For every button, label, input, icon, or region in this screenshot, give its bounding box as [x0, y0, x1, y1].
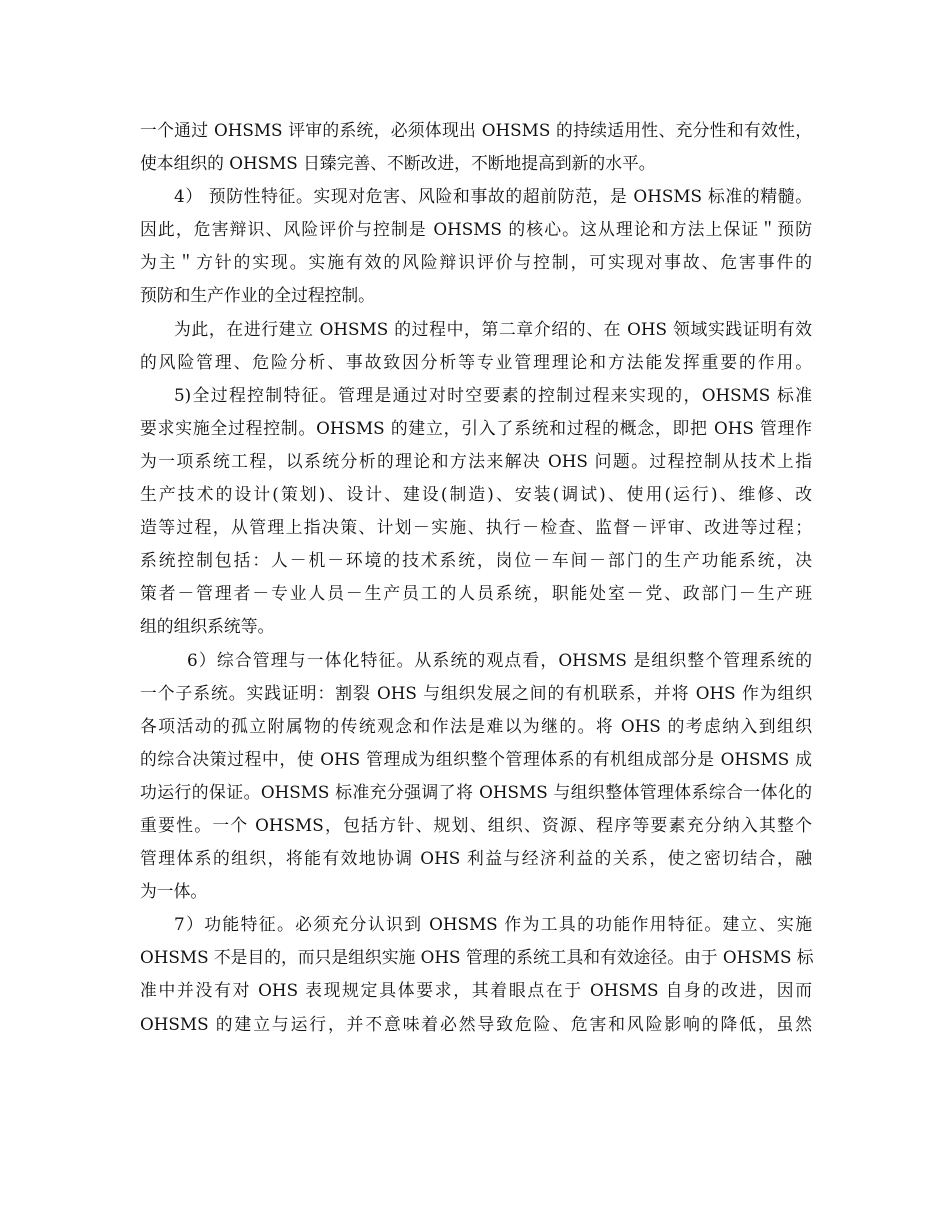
text-line: 7）功能特征。必须充分认识到 OHSMS 作为工具的功能作用特征。建立、实施	[174, 914, 812, 935]
text-line: 为主＂方针的实现。实施有效的风险辩识评价与控制，可实现对事故、危害事件的	[140, 252, 812, 273]
text-line: 重要性。一个 OHSMS，包括方针、规划、组织、资源、程序等要素充分纳入其整个	[140, 814, 812, 835]
text-line: 系统控制包括：人－机－环境的技术系统，岗位－车间－部门的生产功能系统，决	[140, 550, 812, 571]
text-line: 的风险管理、危险分析、事故致因分析等专业管理理论和方法能发挥重要的作用。	[140, 351, 812, 372]
text-line: 6）综合管理与一体化特征。从系统的观点看，OHSMS 是组织整个管理系统的	[187, 649, 812, 670]
document-body	[140, 114, 812, 1041]
text-line: 策者－管理者－专业人员－生产员工的人员系统，职能处室－党、政部门－生产班	[140, 583, 812, 604]
text-line: 一个子系统。实践证明：割裂 OHS 与组织发展之间的有机联系，并将 OHS 作为组织	[140, 682, 812, 703]
text-line: 预防和生产作业的全过程控制。	[140, 285, 375, 306]
text-line: 使本组织的 OHSMS 日臻完善、不断改进，不断地提高到新的水平。	[140, 153, 656, 174]
text-line: 管理体系的组织，将能有效地协调 OHS 利益与经济利益的关系，使之密切结合，融	[140, 848, 812, 869]
text-line: 的综合决策过程中，使 OHS 管理成为组织整个管理体系的有机组成部分是 OHSMS 成	[140, 748, 812, 769]
text-line: 为一项系统工程，以系统分析的理论和方法来解决 OHS 问题。过程控制从技术上指	[140, 450, 812, 471]
text-line: 造等过程，从管理上指决策、计划－实施、执行－检查、监督－评审、改进等过程；	[140, 517, 812, 538]
text-line: OHSMS 的建立与运行，并不意味着必然导致危险、危害和风险影响的降低，虽然	[140, 1013, 812, 1034]
text-line: 功运行的保证。OHSMS 标准充分强调了将 OHSMS 与组织整体管理体系综合一体化的	[140, 781, 812, 802]
text-line: OHSMS 不是目的，而只是组织实施 OHS 管理的系统工具和有效途径。由于 OHSMS 标	[140, 947, 814, 968]
text-line: 各项活动的孤立附属物的传统观念和作法是难以为继的。将 OHS 的考虑纳入到组织	[140, 715, 812, 736]
text-line: 为此，在进行建立 OHSMS 的过程中，第二章介绍的、在 OHS 领域实践证明有效	[174, 318, 812, 339]
text-line: 为一体。	[140, 881, 208, 902]
text-line: 生产技术的设计(策划)、设计、建设(制造)、安装(调试)、使用(运行)、维修、改	[140, 484, 812, 505]
text-line: 要求实施全过程控制。OHSMS 的建立，引入了系统和过程的概念，即把 OHS 管理作	[140, 417, 812, 438]
text-line: 一个通过 OHSMS 评审的系统，必须体现出 OHSMS 的持续适用性、充分性和有效性，	[140, 120, 812, 140]
text-line: 4） 预防性特征。实现对危害、风险和事故的超前防范，是 OHSMS 标准的精髓。	[174, 186, 812, 207]
text-line: 准中并没有对 OHS 表现规定具体要求，其着眼点在于 OHSMS 自身的改进，因而	[140, 980, 812, 1001]
text-line: 5)全过程控制特征。管理是通过对时空要素的控制过程来实现的，OHSMS 标准	[174, 384, 812, 405]
text-line: 因此，危害辩识、风险评价与控制是 OHSMS 的核心。这从理论和方法上保证＂预防	[140, 219, 812, 240]
text-line: 组的组织系统等。	[140, 616, 275, 637]
